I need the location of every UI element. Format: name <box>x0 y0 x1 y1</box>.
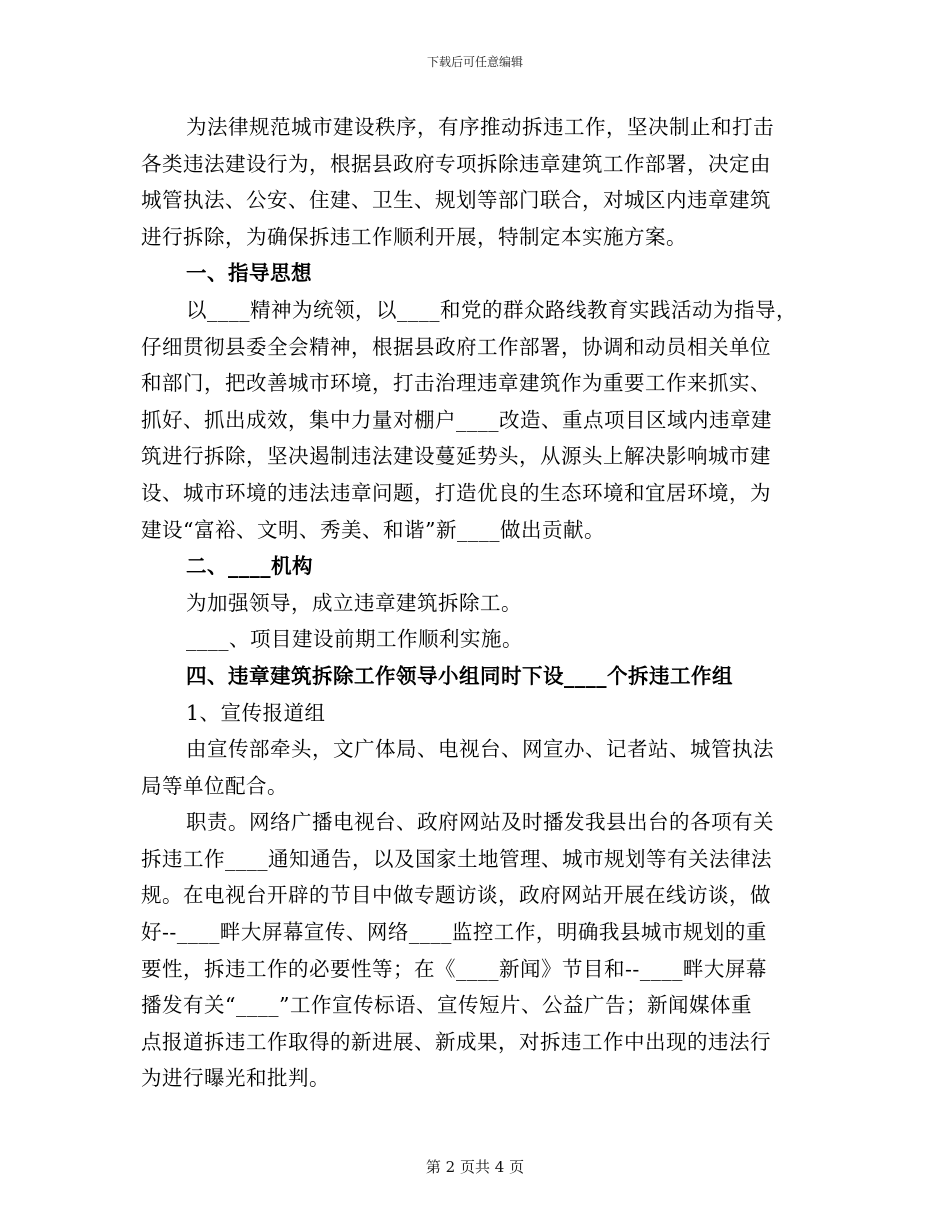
body-line: 城管执法、公安、住建、卫生、规划等部门联合，对城区内违章建筑 <box>141 188 771 213</box>
section-heading: 二、____机构 <box>186 554 313 579</box>
body-line: 筑进行拆除，坚决遏制违法建设蔓延势头，从源头上解决影响城市建 <box>141 444 771 469</box>
body-line: 设、城市环境的违法违章问题，打造优良的生态环境和宜居环境，为 <box>141 480 771 505</box>
body-line: 播发有关“____”工作宣传标语、宣传短片、公益广告；新闻媒体重 <box>141 993 752 1018</box>
page-footer: 第 2 页共 4 页 <box>425 1158 525 1176</box>
body-line: 建设“富裕、文明、秀美、和谐”新____做出贡献。 <box>141 517 605 542</box>
body-line: 各类违法建设行为，根据县政府专项拆除违章建筑工作部署，决定由 <box>141 151 771 176</box>
body-line: ____、项目建设前期工作顺利实施。 <box>186 627 523 652</box>
body-line: 由宣传部牵头，文广体局、电视台、网宣办、记者站、城管执法 <box>186 737 774 762</box>
body-line: 为法律规范城市建设秩序，有序推动拆违工作，坚决制止和打击 <box>186 115 774 139</box>
body-line: 抓好、抓出成效，集中力量对棚户____改造、重点项目区域内违章建 <box>141 407 772 432</box>
body-line: 要性，拆违工作的必要性等；在《____新闻》节目和--____畔大屏幕 <box>141 956 767 981</box>
body-line: 职责。网络广播电视台、政府网站及时播发我县出台的各项有关 <box>186 810 774 835</box>
body-line: 以____精神为统领，以____和党的群众路线教育实践活动为指导， <box>186 297 797 322</box>
section-heading: 一、指导思想 <box>186 261 312 286</box>
document-body <box>141 109 813 1097</box>
body-line: 进行拆除，为确保拆违工作顺利开展，特制定本实施方案。 <box>141 224 687 249</box>
section-heading: 四、违章建筑拆除工作领导小组同时下设____个拆违工作组 <box>186 663 733 688</box>
body-line: 拆违工作____通知通告，以及国家土地管理、城市规划等有关法律法 <box>141 846 772 871</box>
body-line: 仔细贯彻县委全会精神，根据县政府工作部署，协调和动员相关单位 <box>141 334 771 359</box>
subsection-heading: 1、宣传报道组 <box>186 700 326 725</box>
body-line: 规。在电视台开辟的节目中做专题访谈，政府网站开展在线访谈，做 <box>141 883 771 908</box>
body-line: 和部门，把改善城市环境，打击治理违章建筑作为重要工作来抓实、 <box>141 371 771 396</box>
body-line: 为加强领导，成立违章建筑拆除工。 <box>186 590 522 615</box>
page-header: 下载后可任意编辑 <box>426 55 523 69</box>
body-line: 点报道拆违工作取得的新进展、新成果，对拆违工作中出现的违法行 <box>141 1029 771 1054</box>
body-line: 好--____畔大屏幕宣传、网络____监控工作，明确我县城市规划的重 <box>141 920 767 945</box>
body-line: 为进行曝光和批判。 <box>141 1066 330 1091</box>
body-line: 局等单位配合。 <box>141 773 288 798</box>
